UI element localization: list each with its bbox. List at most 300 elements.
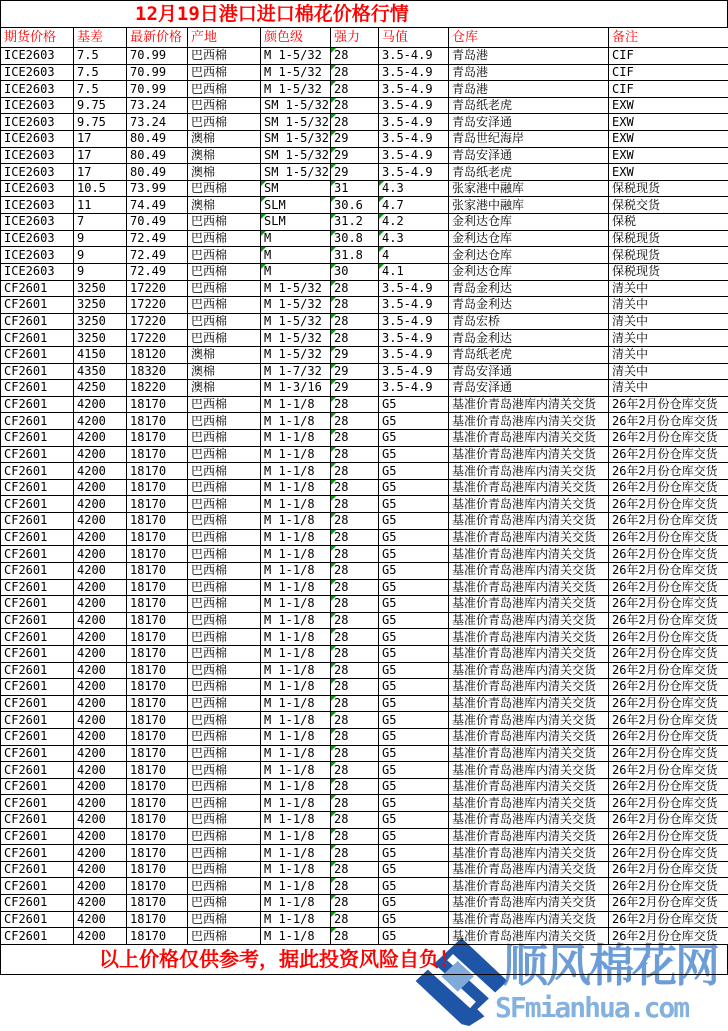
table-row xyxy=(1,297,728,314)
cell-latest-price: 18170 xyxy=(127,828,188,845)
cell-flag-icon xyxy=(379,247,384,252)
cell-flag-icon xyxy=(331,314,336,319)
cell-color-grade: M 1-1/8 xyxy=(261,828,331,845)
cell-remark: 26年2月份仓库交货 xyxy=(609,579,728,596)
cell-micronaire: G5 xyxy=(379,861,449,878)
cell-warehouse: 青岛金利达 xyxy=(449,280,609,297)
cell-origin: 巴西棉 xyxy=(188,513,261,530)
cell-remark: 清关中 xyxy=(609,297,728,314)
cell-latest-price: 80.49 xyxy=(127,164,188,181)
cell-latest-price: 18170 xyxy=(127,629,188,646)
cell-basis: 7.5 xyxy=(74,48,127,65)
table-row xyxy=(1,197,728,214)
cell-flag-icon xyxy=(379,197,384,202)
cell-latest-price: 18170 xyxy=(127,446,188,463)
cell-basis: 4200 xyxy=(74,562,127,579)
cell-strength: 28 xyxy=(331,446,379,463)
cell-contract: CF2601 xyxy=(1,297,74,314)
cell-warehouse: 基准价青岛港库内清关交货 xyxy=(449,479,609,496)
cell-contract: ICE2603 xyxy=(1,247,74,264)
cell-flag-icon xyxy=(261,231,266,236)
cell-strength: 28 xyxy=(331,861,379,878)
cell-micronaire: G5 xyxy=(379,795,449,812)
cell-origin: 巴西棉 xyxy=(188,928,261,945)
cell-contract: ICE2603 xyxy=(1,81,74,98)
cell-warehouse: 青岛安泽通 xyxy=(449,147,609,164)
cell-basis: 9 xyxy=(74,263,127,280)
cell-strength: 28 xyxy=(331,762,379,779)
cell-contract: CF2601 xyxy=(1,828,74,845)
cell-color-grade: SM 1-5/32 xyxy=(261,114,331,131)
cell-micronaire: 3.5-4.9 xyxy=(379,280,449,297)
cell-micronaire: G5 xyxy=(379,562,449,579)
cell-latest-price: 18170 xyxy=(127,562,188,579)
cell-origin: 巴西棉 xyxy=(188,446,261,463)
cell-remark: 26年2月份仓库交货 xyxy=(609,662,728,679)
cell-flag-icon xyxy=(331,746,336,751)
cell-latest-price: 70.99 xyxy=(127,64,188,81)
cell-warehouse: 金利达仓库 xyxy=(449,247,609,264)
cell-strength: 28 xyxy=(331,662,379,679)
cell-contract: CF2601 xyxy=(1,596,74,613)
cell-latest-price: 70.49 xyxy=(127,214,188,231)
cell-remark: 26年2月份仓库交货 xyxy=(609,396,728,413)
cell-contract: ICE2603 xyxy=(1,230,74,247)
watermark-brand-cn: 顺风棉花网 xyxy=(503,939,719,992)
cell-strength: 28 xyxy=(331,396,379,413)
cell-warehouse: 青岛纸老虎 xyxy=(449,164,609,181)
cell-strength: 28 xyxy=(331,81,379,98)
cell-flag-icon xyxy=(331,197,336,202)
cell-origin: 巴西棉 xyxy=(188,712,261,729)
cell-basis: 4350 xyxy=(74,363,127,380)
column-header-origin: 产地 xyxy=(188,28,261,48)
cell-origin: 巴西棉 xyxy=(188,546,261,563)
table-row xyxy=(1,81,728,98)
cell-micronaire: G5 xyxy=(379,529,449,546)
cell-contract: CF2601 xyxy=(1,795,74,812)
cell-micronaire: 3.5-4.9 xyxy=(379,81,449,98)
cell-warehouse: 基准价青岛港库内清关交货 xyxy=(449,546,609,563)
cell-latest-price: 18170 xyxy=(127,579,188,596)
cell-micronaire: G5 xyxy=(379,446,449,463)
cell-latest-price: 18170 xyxy=(127,745,188,762)
cell-contract: CF2601 xyxy=(1,579,74,596)
cell-micronaire: G5 xyxy=(379,911,449,928)
cell-color-grade: M 1-5/32 xyxy=(261,313,331,330)
cell-flag-icon xyxy=(331,131,336,136)
cell-latest-price: 17220 xyxy=(127,313,188,330)
table-row xyxy=(1,147,728,164)
cell-flag-icon xyxy=(331,596,336,601)
cell-remark: 26年2月份仓库交货 xyxy=(609,762,728,779)
cell-basis: 4200 xyxy=(74,778,127,795)
cell-contract: ICE2603 xyxy=(1,197,74,214)
cell-basis: 3250 xyxy=(74,330,127,347)
cell-warehouse: 青岛纸老虎 xyxy=(449,97,609,114)
cell-color-grade: M 1-1/8 xyxy=(261,728,331,745)
cell-contract: CF2601 xyxy=(1,812,74,829)
table-row xyxy=(1,778,728,795)
cell-flag-icon xyxy=(331,81,336,86)
cell-contract: CF2601 xyxy=(1,463,74,480)
cell-latest-price: 18170 xyxy=(127,596,188,613)
column-header-contract: 期货价格 xyxy=(1,28,74,48)
cell-remark: 26年2月份仓库交货 xyxy=(609,513,728,530)
cell-color-grade: M 1-5/32 xyxy=(261,330,331,347)
cell-flag-icon xyxy=(331,663,336,668)
table-row xyxy=(1,662,728,679)
cell-warehouse: 基准价青岛港库内清关交货 xyxy=(449,562,609,579)
cell-origin: 巴西棉 xyxy=(188,114,261,131)
cell-contract: CF2601 xyxy=(1,911,74,928)
cell-remark: 26年2月份仓库交货 xyxy=(609,778,728,795)
cell-flag-icon xyxy=(331,829,336,834)
cell-color-grade: SM 1-5/32 xyxy=(261,164,331,181)
cell-micronaire: 4.2 xyxy=(379,214,449,231)
cell-micronaire: G5 xyxy=(379,812,449,829)
cell-flag-icon xyxy=(331,413,336,418)
cell-origin: 澳棉 xyxy=(188,131,261,148)
cell-origin: 澳棉 xyxy=(188,346,261,363)
cell-basis: 4200 xyxy=(74,695,127,712)
cell-flag-icon xyxy=(331,613,336,618)
cell-basis: 4200 xyxy=(74,413,127,430)
cell-basis: 4200 xyxy=(74,446,127,463)
cell-color-grade: SLM xyxy=(261,214,331,231)
cell-color-grade: M 1-5/32 xyxy=(261,346,331,363)
cell-latest-price: 80.49 xyxy=(127,147,188,164)
table-row xyxy=(1,845,728,862)
cell-contract: CF2601 xyxy=(1,313,74,330)
cell-warehouse: 青岛金利达 xyxy=(449,297,609,314)
table-row xyxy=(1,529,728,546)
cell-micronaire: G5 xyxy=(379,579,449,596)
cell-warehouse: 基准价青岛港库内清关交货 xyxy=(449,579,609,596)
disclaimer: 以上价格仅供参考，据此投资风险自负！ xyxy=(0,944,728,975)
cell-color-grade: M 1-1/8 xyxy=(261,396,331,413)
table-row xyxy=(1,745,728,762)
table-row xyxy=(1,263,728,280)
cell-origin: 巴西棉 xyxy=(188,745,261,762)
cell-warehouse: 金利达仓库 xyxy=(449,263,609,280)
cell-micronaire: G5 xyxy=(379,645,449,662)
cell-color-grade: M xyxy=(261,247,331,264)
cell-micronaire: G5 xyxy=(379,612,449,629)
cell-color-grade: M 1-1/8 xyxy=(261,712,331,729)
cell-origin: 巴西棉 xyxy=(188,230,261,247)
cell-warehouse: 基准价青岛港库内清关交货 xyxy=(449,861,609,878)
table-row xyxy=(1,396,728,413)
cell-color-grade: SM xyxy=(261,180,331,197)
cell-origin: 巴西棉 xyxy=(188,828,261,845)
cell-flag-icon xyxy=(331,895,336,900)
cell-basis: 4200 xyxy=(74,795,127,812)
table-row xyxy=(1,446,728,463)
cell-strength: 29 xyxy=(331,147,379,164)
cell-origin: 巴西棉 xyxy=(188,97,261,114)
cell-color-grade: M 1-1/8 xyxy=(261,762,331,779)
cell-flag-icon xyxy=(331,912,336,917)
cell-origin: 巴西棉 xyxy=(188,297,261,314)
cell-strength: 28 xyxy=(331,513,379,530)
cell-strength: 28 xyxy=(331,679,379,696)
cell-contract: CF2601 xyxy=(1,363,74,380)
cell-warehouse: 青岛世纪海岸 xyxy=(449,131,609,148)
cell-basis: 4200 xyxy=(74,546,127,563)
cell-origin: 巴西棉 xyxy=(188,280,261,297)
cell-contract: CF2601 xyxy=(1,496,74,513)
cell-origin: 巴西棉 xyxy=(188,579,261,596)
cell-warehouse: 基准价青岛港库内清关交货 xyxy=(449,446,609,463)
cell-contract: ICE2603 xyxy=(1,97,74,114)
cell-micronaire: 3.5-4.9 xyxy=(379,147,449,164)
cell-color-grade: M 1-1/8 xyxy=(261,745,331,762)
cell-remark: 26年2月份仓库交货 xyxy=(609,878,728,895)
cell-color-grade: M 1-1/8 xyxy=(261,413,331,430)
cell-origin: 巴西棉 xyxy=(188,413,261,430)
cell-basis: 3250 xyxy=(74,297,127,314)
cell-basis: 3250 xyxy=(74,280,127,297)
cell-basis: 4200 xyxy=(74,928,127,945)
table-row xyxy=(1,812,728,829)
cell-warehouse: 基准价青岛港库内清关交货 xyxy=(449,778,609,795)
table-row xyxy=(1,645,728,662)
cell-contract: CF2601 xyxy=(1,895,74,912)
cell-contract: CF2601 xyxy=(1,612,74,629)
cell-color-grade: M 1-1/8 xyxy=(261,795,331,812)
cell-basis: 4200 xyxy=(74,629,127,646)
cell-strength: 31.2 xyxy=(331,214,379,231)
header-row xyxy=(1,28,728,48)
cell-origin: 巴西棉 xyxy=(188,48,261,65)
cell-origin: 澳棉 xyxy=(188,197,261,214)
cell-contract: CF2601 xyxy=(1,778,74,795)
cell-contract: ICE2603 xyxy=(1,147,74,164)
cell-warehouse: 基准价青岛港库内清关交货 xyxy=(449,496,609,513)
cell-flag-icon xyxy=(379,231,384,236)
table-row xyxy=(1,48,728,65)
cell-micronaire: 4.3 xyxy=(379,230,449,247)
cell-remark: 26年2月份仓库交货 xyxy=(609,546,728,563)
cell-remark: EXW xyxy=(609,164,728,181)
cell-remark: 保税交货 xyxy=(609,197,728,214)
cell-flag-icon xyxy=(261,264,266,269)
cell-color-grade: M 1-1/8 xyxy=(261,861,331,878)
cell-strength: 30.6 xyxy=(331,197,379,214)
cell-micronaire: G5 xyxy=(379,596,449,613)
cell-strength: 28 xyxy=(331,845,379,862)
cell-micronaire: G5 xyxy=(379,513,449,530)
cell-basis: 4200 xyxy=(74,529,127,546)
cell-strength: 28 xyxy=(331,430,379,447)
cell-origin: 巴西棉 xyxy=(188,396,261,413)
cell-contract: CF2601 xyxy=(1,396,74,413)
cell-micronaire: 3.5-4.9 xyxy=(379,346,449,363)
cell-flag-icon xyxy=(331,878,336,883)
cell-micronaire: 3.5-4.9 xyxy=(379,330,449,347)
cell-strength: 28 xyxy=(331,579,379,596)
cell-micronaire: G5 xyxy=(379,928,449,945)
cell-remark: 保税现货 xyxy=(609,180,728,197)
cell-strength: 28 xyxy=(331,911,379,928)
cell-warehouse: 基准价青岛港库内清关交货 xyxy=(449,679,609,696)
cell-warehouse: 基准价青岛港库内清关交货 xyxy=(449,728,609,745)
cell-color-grade: M 1-1/8 xyxy=(261,911,331,928)
cell-contract: CF2601 xyxy=(1,679,74,696)
cell-flag-icon xyxy=(331,795,336,800)
cell-flag-icon xyxy=(331,779,336,784)
cell-color-grade: M 1-1/8 xyxy=(261,529,331,546)
cell-color-grade: M 1-1/8 xyxy=(261,612,331,629)
cell-flag-icon xyxy=(331,463,336,468)
cell-warehouse: 基准价青岛港库内清关交货 xyxy=(449,430,609,447)
cell-basis: 17 xyxy=(74,147,127,164)
cell-remark: 26年2月份仓库交货 xyxy=(609,629,728,646)
cell-strength: 28 xyxy=(331,778,379,795)
cell-basis: 9 xyxy=(74,247,127,264)
cell-remark: 26年2月份仓库交货 xyxy=(609,895,728,912)
cell-micronaire: G5 xyxy=(379,430,449,447)
cell-latest-price: 18170 xyxy=(127,928,188,945)
cell-contract: CF2601 xyxy=(1,861,74,878)
cell-warehouse: 金利达仓库 xyxy=(449,214,609,231)
cell-origin: 巴西棉 xyxy=(188,430,261,447)
cell-latest-price: 18170 xyxy=(127,496,188,513)
cell-remark: CIF xyxy=(609,81,728,98)
cell-warehouse: 金利达仓库 xyxy=(449,230,609,247)
cell-remark: EXW xyxy=(609,131,728,148)
cell-strength: 28 xyxy=(331,596,379,613)
table-row xyxy=(1,479,728,496)
cell-basis: 4200 xyxy=(74,579,127,596)
cell-flag-icon xyxy=(331,347,336,352)
cell-micronaire: G5 xyxy=(379,413,449,430)
cell-remark: 26年2月份仓库交货 xyxy=(609,612,728,629)
cell-origin: 巴西棉 xyxy=(188,845,261,862)
cell-color-grade: M 1-1/8 xyxy=(261,496,331,513)
cell-flag-icon xyxy=(331,297,336,302)
cell-contract: ICE2603 xyxy=(1,214,74,231)
cell-remark: 26年2月份仓库交货 xyxy=(609,911,728,928)
cell-remark: 清关中 xyxy=(609,330,728,347)
cell-latest-price: 73.99 xyxy=(127,180,188,197)
cell-warehouse: 青岛金利达 xyxy=(449,330,609,347)
cell-remark: 保税现货 xyxy=(609,247,728,264)
cell-micronaire: 3.5-4.9 xyxy=(379,97,449,114)
cell-remark: 清关中 xyxy=(609,380,728,397)
cell-basis: 4200 xyxy=(74,679,127,696)
cell-latest-price: 74.49 xyxy=(127,197,188,214)
cell-remark: 26年2月份仓库交货 xyxy=(609,479,728,496)
cell-origin: 巴西棉 xyxy=(188,214,261,231)
cell-basis: 4150 xyxy=(74,346,127,363)
cell-latest-price: 18320 xyxy=(127,363,188,380)
cell-latest-price: 17220 xyxy=(127,280,188,297)
cell-latest-price: 18170 xyxy=(127,778,188,795)
cell-remark: 26年2月份仓库交货 xyxy=(609,446,728,463)
column-header-basis: 基差 xyxy=(74,28,127,48)
cell-color-grade: M 1-1/8 xyxy=(261,645,331,662)
cell-basis: 4200 xyxy=(74,712,127,729)
table-row xyxy=(1,413,728,430)
cell-color-grade: M xyxy=(261,263,331,280)
table-row xyxy=(1,513,728,530)
cell-color-grade: M 1-1/8 xyxy=(261,596,331,613)
cell-origin: 巴西棉 xyxy=(188,679,261,696)
cell-strength: 28 xyxy=(331,479,379,496)
cell-flag-icon xyxy=(331,629,336,634)
cell-micronaire: G5 xyxy=(379,662,449,679)
cell-warehouse: 青岛安泽通 xyxy=(449,114,609,131)
cell-micronaire: G5 xyxy=(379,496,449,513)
cell-latest-price: 72.49 xyxy=(127,263,188,280)
cell-warehouse: 基准价青岛港库内清关交货 xyxy=(449,413,609,430)
cell-origin: 巴西棉 xyxy=(188,496,261,513)
cell-strength: 28 xyxy=(331,114,379,131)
cell-origin: 巴西棉 xyxy=(188,662,261,679)
cell-basis: 7.5 xyxy=(74,64,127,81)
cell-strength: 28 xyxy=(331,64,379,81)
cell-contract: ICE2603 xyxy=(1,164,74,181)
cell-latest-price: 18170 xyxy=(127,878,188,895)
cell-latest-price: 18120 xyxy=(127,346,188,363)
cell-contract: CF2601 xyxy=(1,662,74,679)
cell-color-grade: M 1-1/8 xyxy=(261,878,331,895)
cell-flag-icon xyxy=(331,696,336,701)
table-row xyxy=(1,380,728,397)
cell-warehouse: 基准价青岛港库内清关交货 xyxy=(449,396,609,413)
table-row xyxy=(1,97,728,114)
cell-color-grade: M 1-1/8 xyxy=(261,629,331,646)
cell-contract: CF2601 xyxy=(1,446,74,463)
cell-contract: CF2601 xyxy=(1,413,74,430)
cell-basis: 9.75 xyxy=(74,114,127,131)
cell-micronaire: G5 xyxy=(379,878,449,895)
cell-color-grade: M xyxy=(261,230,331,247)
cell-warehouse: 青岛宏桥 xyxy=(449,313,609,330)
cell-micronaire: 3.5-4.9 xyxy=(379,164,449,181)
cell-color-grade: M 1-1/8 xyxy=(261,845,331,862)
table-row xyxy=(1,280,728,297)
cell-micronaire: G5 xyxy=(379,679,449,696)
cell-remark: EXW xyxy=(609,97,728,114)
cell-color-grade: SM 1-5/32 xyxy=(261,131,331,148)
cell-origin: 巴西棉 xyxy=(188,596,261,613)
cell-strength: 28 xyxy=(331,695,379,712)
cell-latest-price: 73.24 xyxy=(127,114,188,131)
cell-basis: 4200 xyxy=(74,463,127,480)
table-row xyxy=(1,562,728,579)
cell-flag-icon xyxy=(331,181,336,186)
cell-flag-icon xyxy=(331,330,336,335)
table-row xyxy=(1,828,728,845)
cell-color-grade: M 1-1/8 xyxy=(261,679,331,696)
table-row xyxy=(1,496,728,513)
cell-warehouse: 基准价青岛港库内清关交货 xyxy=(449,612,609,629)
cell-strength: 28 xyxy=(331,712,379,729)
cell-latest-price: 18170 xyxy=(127,612,188,629)
cell-flag-icon xyxy=(261,181,266,186)
cell-basis: 4200 xyxy=(74,645,127,662)
cell-origin: 巴西棉 xyxy=(188,895,261,912)
cell-warehouse: 青岛纸老虎 xyxy=(449,346,609,363)
table-row xyxy=(1,64,728,81)
table-row xyxy=(1,596,728,613)
cell-strength: 29 xyxy=(331,380,379,397)
cell-warehouse: 基准价青岛港库内清关交货 xyxy=(449,812,609,829)
cell-basis: 10.5 xyxy=(74,180,127,197)
